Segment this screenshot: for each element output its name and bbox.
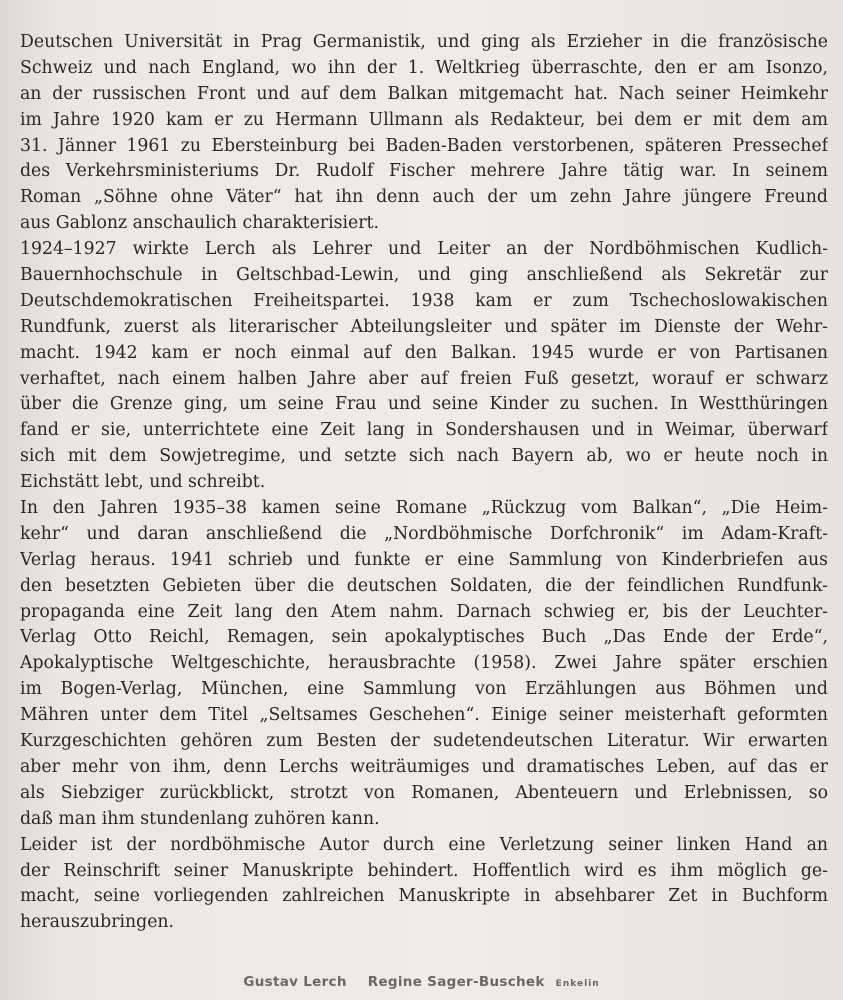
text-line: propaganda eine Zeit lang den Atem nahm. Darnach schwieg er, bis der Leuchter- (20, 601, 828, 622)
text-line: verhaftet, nach einem halben Jahre aber auf freien Fuß gesetzt, worauf er schwarz (20, 368, 828, 389)
text-line: fand er sie, unterrichtete eine Zeit lang in Sondershausen und in Weimar, überwarf (20, 420, 828, 441)
text-line: Roman „Söhne ohne Väter“ hat ihn denn auch der um zehn Jahre jüngere Freund (20, 187, 828, 208)
text-line: 1924–1927 wirkte Lerch als Lehrer und Leiter an der Nordböhmischen Kudlich- (20, 239, 828, 260)
text-line: den besetzten Gebieten über die deutschen Soldaten, die der feindlichen Rundfunk- (20, 575, 828, 596)
text-line: Verlag heraus. 1941 schrieb und funkte er eine Sammlung von Kinderbriefen aus (20, 549, 828, 570)
text-line: Schweiz und nach England, wo ihn der 1. Weltkrieg überraschte, den er am Isonzo, (20, 57, 828, 78)
text-line: herauszubringen. (20, 912, 175, 933)
text-line: im Bogen-Verlag, München, eine Sammlung von Erzählungen aus Böhmen und (20, 679, 828, 700)
text-line: macht, seine vorliegenden zahlreichen Manuskripte in absehbarer Zet in Buchform (20, 886, 828, 907)
text-line: als Siebziger zurückblickt, strotzt von Romanen, Abenteuern und Erlebnissen, so (20, 782, 828, 803)
text-line: sich mit dem Sowjetregime, und setzte sich nach Bayern ab, wo er heute noch in (20, 446, 828, 467)
text-line: an der russischen Front und auf dem Balkan mitgemacht hat. Nach seiner Heimkehr (20, 83, 828, 104)
text-line: In den Jahren 1935–38 kamen seine Romane „Rückzug vom Balkan“, „Die Heim- (20, 498, 828, 519)
text-line: Apokalyptische Weltgeschichte, herausbrachte (1958). Zwei Jahre später erschien (20, 653, 828, 674)
text-line: über die Grenze ging, um seine Frau und seine Kinder zu suchen. In Westthüringen (20, 394, 828, 415)
text-line: Bauernhochschule in Geltschbad-Lewin, und ging anschließend als Sekretär zur (20, 265, 828, 286)
text-line: Leider ist der nordböhmische Autor durch eine Verletzung seiner linken Hand an (20, 834, 828, 855)
text-line: des Verkehrsministeriums Dr. Rudolf Fischer mehrere Jahre tätig war. In seinem (20, 161, 828, 182)
text-line: Kurzgeschichten gehören zum Besten der sudetendeutschen Literatur. Wir erwarten (20, 731, 828, 752)
watermark-caption (0, 974, 843, 996)
text-line: Deutschdemokratischen Freiheitspartei. 1938 kam er zum Tschechoslowakischen (20, 290, 828, 311)
text-line: der Reinschrift seiner Manuskripte behindert. Hoffentlich wird es ihm möglich ge- (20, 860, 828, 881)
credit-name: Regine Sager-Buschek (367, 974, 545, 990)
text-line: Deutschen Universität in Prag Germanistik, und ging als Erzieher in die französische (20, 32, 828, 52)
text-line: aber mehr von ihm, denn Lerchs weiträumiges und dramatisches Leben, auf das er (20, 756, 828, 777)
text-line: daß man ihm stundenlang zuhören kann. (20, 808, 380, 829)
body-text (20, 30, 828, 936)
text-line: im Jahre 1920 kam er zu Hermann Ullmann als Redakteur, bei dem er mit dem am (20, 109, 828, 130)
text-line: 31. Jänner 1961 zu Ebersteinburg bei Baden-Baden verstorbenen, späteren Pressechef (20, 135, 828, 156)
text-line: aus Gablonz anschaulich charakterisiert. (20, 213, 379, 234)
text-line: macht. 1942 kam er noch einmal auf den Balkan. 1945 wurde er von Partisanen (20, 342, 828, 363)
text-line: Verlag Otto Reichl, Remagen, sein apokalyptisches Buch „Das Ende der Erde“, (20, 627, 828, 648)
text-line: Mähren unter dem Titel „Seltsames Geschehen“. Einige seiner meisterhaft geformten (20, 705, 828, 726)
author-name: Gustav Lerch (243, 974, 347, 990)
credit-suffix: Enkelin (555, 979, 600, 989)
text-line: Eichstätt lebt, und schreibt. (20, 472, 266, 493)
text-line: Rundfunk, zuerst als literarischer Abteilungsleiter und später im Dienste der Wehr- (20, 316, 828, 337)
text-line: kehr“ und daran anschließend die „Nordböhmische Dorfchronik“ im Adam-Kraft- (20, 523, 828, 544)
